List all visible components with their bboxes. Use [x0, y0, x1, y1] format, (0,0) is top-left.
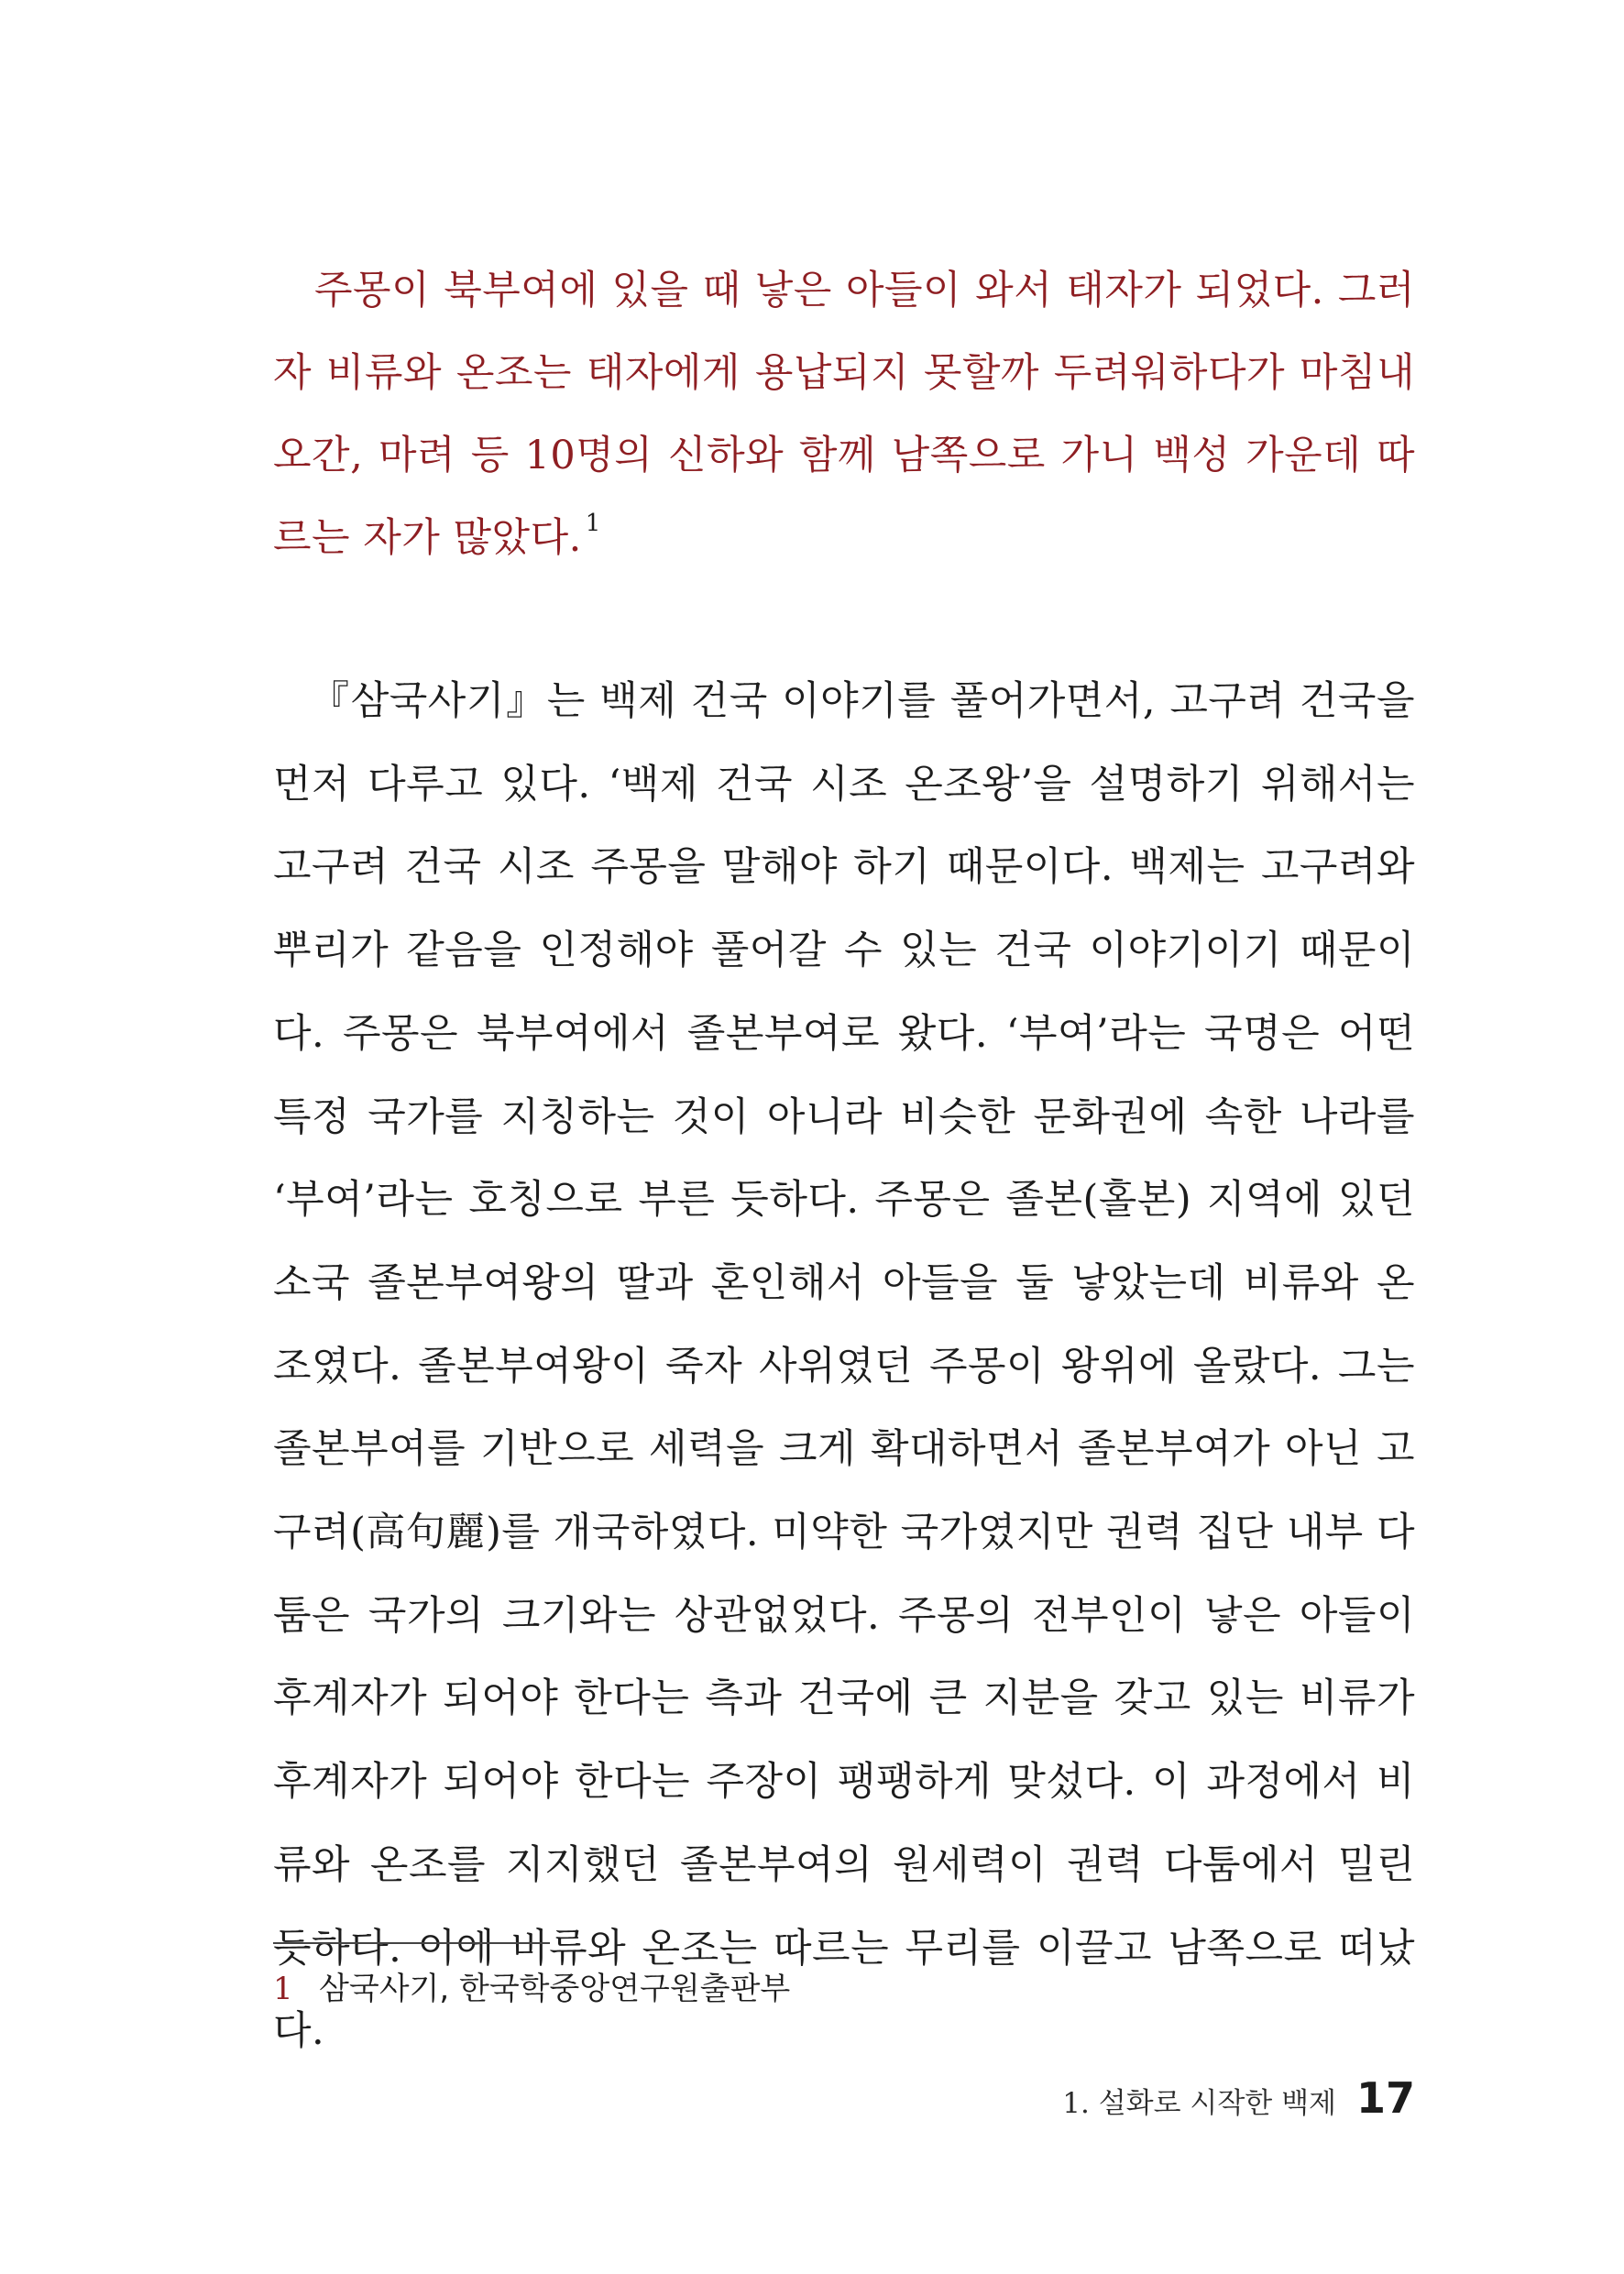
page-number: 17 — [1355, 2073, 1415, 2123]
body-paragraph: 『삼국사기』는 백제 건국 이야기를 풀어가면서, 고구려 건국을 먼저 다루고 있다. ‘백제 건국 시조 온조왕’을 설명하기 위해서는 고구려 건국 시조 주몽을 말해야 하기 때문이다. 백제는 고구려와 뿌리가 같음을 인정해야 풀어갈 수 있는 건국 이야기이기 때문이다. 주몽은 북부여에서 졸본부여로 왔다. ‘부여’라는 국명은 어떤 특정 국가를 지칭하는 것이 아니라 비슷한 문화권에 속한 나라를 ‘부여’라는 호칭으로 부른 듯하다. 주몽은 졸본(홀본) 지역에 있던 소국 졸본부여왕의 딸과 혼인해서 아들을 둘 낳았는데 비류와 온조였다. 졸본부여왕이 죽자 사위였던 주몽이 왕위에 올랐다. 그는 졸본부여를 기반으로 세력을 크게 확대하면서 졸본부여가 아닌 고구려(高句麗)를 개국하였다. 미약한 국가였지만 권력 집단 내부 다툼은 국가의 크기와는 상관없었다. 주몽의 전부인이 낳은 아들이 후계자가 되어야 한다는 측과 건국에 큰 지분을 갖고 있는 비류가 후계자가 되어야 한다는 주장이 팽팽하게 맞섰다. 이 과정에서 비류와 온조를 지지했던 졸본부여의 원세력이 권력 다툼에서 밀린 듯하다. 이에 비류와 온조는 따르는 무리를 이끌고 남쪽으로 떠났다. — [273, 678, 1415, 2055]
quoted-passage — [273, 249, 1415, 579]
chapter-title: 1. 설화로 시작한 백제 — [1062, 2087, 1336, 2120]
footnote-divider — [273, 1942, 550, 1944]
footnote-number: 1 — [273, 1971, 293, 2007]
footnote-text: 삼국사기, 한국학중앙연구원출판부 — [319, 1971, 791, 2007]
running-footer — [1062, 2073, 1415, 2123]
footnote — [273, 1969, 790, 2009]
quoted-passage-text: 주몽이 북부여에 있을 때 낳은 아들이 와서 태자가 되었다. 그러자 비류와 온조는 태자에게 용납되지 못할까 두려워하다가 마침내 오간, 마려 등 10명의 신하와 함께 남쪽으로 가니 백성 가운데 따르는 자가 많았다. — [273, 268, 1415, 561]
footnote-reference[interactable]: 1 — [585, 510, 601, 537]
